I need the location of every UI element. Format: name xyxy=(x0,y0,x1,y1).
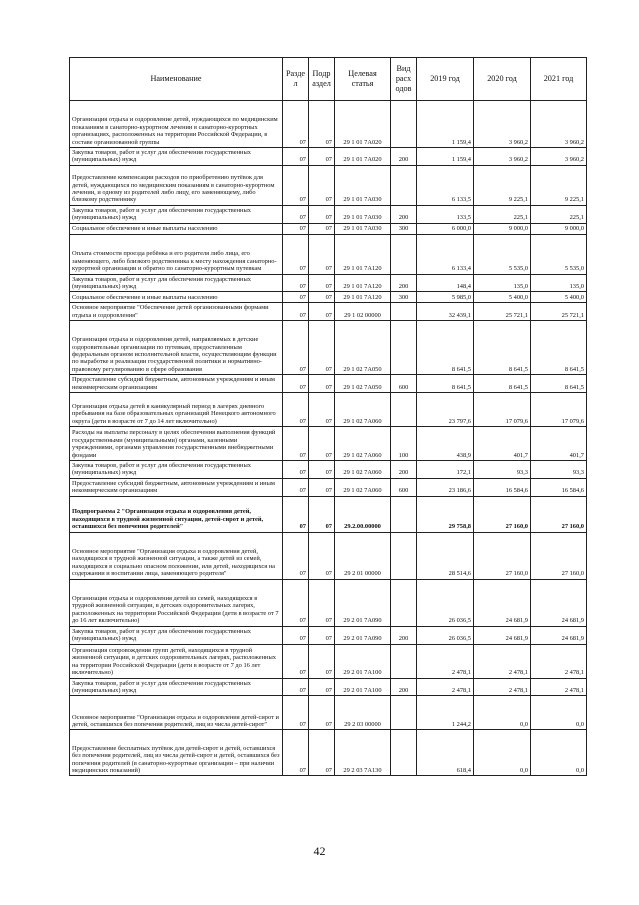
cell-2020: 3 960,2 xyxy=(474,148,531,166)
cell-2021: 8 641,5 xyxy=(531,375,587,393)
cell-target-article: 29 2 03 7А130 xyxy=(335,730,391,776)
cell-2021: 2 478,1 xyxy=(531,678,587,696)
cell-podrazdel: 07 xyxy=(309,205,335,223)
cell-2019: 172,1 xyxy=(417,461,474,479)
cell-name: Оплата стоимости проезда ребёнка и его родителя либо лица, его заменяющего, либо близкого родственника к месту нахождения санаторно-курортной организации и обратно по санаторно-курортным путевкам xyxy=(70,234,283,274)
cell-target-article: 29 2 01 7А090 xyxy=(335,626,391,644)
cell-2021: 8 641,5 xyxy=(531,321,587,375)
cell-target-article: 29 2 01 00000 xyxy=(335,532,391,579)
col-header-2019: 2019 год xyxy=(417,58,474,101)
table-row xyxy=(70,644,587,678)
cell-target-article: 29 1 02 7А060 xyxy=(335,427,391,461)
table-row xyxy=(70,532,587,579)
table-row xyxy=(70,274,587,292)
cell-name: Предоставление субсидий бюджетным, автономным учреждениям и иным некоммерческим организациям xyxy=(70,375,283,393)
cell-2020: 135,0 xyxy=(474,274,531,292)
cell-2021: 16 584,6 xyxy=(531,478,587,496)
col-header-target-article: Целевая статья xyxy=(335,58,391,101)
cell-target-article: 29 1 02 7А050 xyxy=(335,375,391,393)
cell-target-article: 29 1 01 7А020 xyxy=(335,101,391,148)
cell-expense-type xyxy=(391,730,417,776)
cell-2021: 135,0 xyxy=(531,274,587,292)
cell-target-article: 29 2 01 7А100 xyxy=(335,678,391,696)
cell-2021: 5 535,0 xyxy=(531,234,587,274)
cell-razdel: 07 xyxy=(283,427,309,461)
cell-2020: 401,7 xyxy=(474,427,531,461)
cell-expense-type: 200 xyxy=(391,274,417,292)
cell-2021: 3 960,2 xyxy=(531,101,587,148)
table-row xyxy=(70,678,587,696)
cell-podrazdel: 07 xyxy=(309,393,335,427)
cell-podrazdel: 07 xyxy=(309,148,335,166)
cell-razdel: 07 xyxy=(283,730,309,776)
cell-name: Закупка товаров, работ и услуг для обеспечения государственных (муниципальных) нужд xyxy=(70,626,283,644)
cell-2020: 2 478,1 xyxy=(474,644,531,678)
cell-name: Предоставление бесплатных путёвок для детей-сирот и детей, оставшихся без попечения родителей, лиц из числа детей-сирот и детей, оставшихся без попечения родителей (в санаторно-курортные организации – при наличии медицинских показаний) xyxy=(70,730,283,776)
cell-name: Предоставление компенсации расходов по приобретению путёвок для детей, нуждающихся по медицинским показаниям в санаторно-курортном лечении, и одному из родителей либо лицу, его заменяющему, либо близкому родственнику xyxy=(70,165,283,205)
table-row xyxy=(70,292,587,303)
cell-podrazdel: 07 xyxy=(309,496,335,532)
cell-name: Предоставление субсидий бюджетным, автономным учреждениям и иным некоммерческим организациям xyxy=(70,478,283,496)
cell-name: Закупка товаров, работ и услуг для обеспечения государственных (муниципальных) нужд xyxy=(70,461,283,479)
cell-2019: 29 758,8 xyxy=(417,496,474,532)
table-row xyxy=(70,165,587,205)
cell-2020: 24 681,9 xyxy=(474,626,531,644)
cell-podrazdel: 07 xyxy=(309,223,335,234)
cell-name: Основное мероприятие "Организация отдыха и оздоровления детей-сирот и детей, оставшихся без попечения родителей, лиц из числа детей-сирот" xyxy=(70,696,283,730)
table-row xyxy=(70,696,587,730)
table-row xyxy=(70,478,587,496)
table-row xyxy=(70,303,587,321)
cell-target-article: 29 1 01 7А120 xyxy=(335,292,391,303)
budget-table xyxy=(69,57,587,776)
cell-target-article: 29 1 01 7А030 xyxy=(335,205,391,223)
cell-2019: 8 641,5 xyxy=(417,321,474,375)
cell-2019: 618,4 xyxy=(417,730,474,776)
cell-razdel: 07 xyxy=(283,696,309,730)
cell-podrazdel: 07 xyxy=(309,321,335,375)
cell-target-article: 29.2.00.00000 xyxy=(335,496,391,532)
cell-razdel: 07 xyxy=(283,393,309,427)
cell-2019: 32 439,1 xyxy=(417,303,474,321)
cell-2019: 148,4 xyxy=(417,274,474,292)
cell-2021: 3 960,2 xyxy=(531,148,587,166)
cell-razdel: 07 xyxy=(283,321,309,375)
cell-2019: 6 000,0 xyxy=(417,223,474,234)
cell-2020: 3 960,2 xyxy=(474,101,531,148)
cell-podrazdel: 07 xyxy=(309,626,335,644)
cell-expense-type: 300 xyxy=(391,292,417,303)
cell-target-article: 29 1 01 7А120 xyxy=(335,274,391,292)
cell-name: Подпрограмма 2 "Организация отдыха и оздоровления детей, находящихся в трудной жизненной ситуации, детей-сирот и детей, оставшихся без попечения родителей" xyxy=(70,496,283,532)
cell-razdel: 07 xyxy=(283,461,309,479)
cell-expense-type xyxy=(391,101,417,148)
table-row xyxy=(70,375,587,393)
cell-expense-type xyxy=(391,321,417,375)
cell-2020: 0,0 xyxy=(474,696,531,730)
cell-2019: 26 036,5 xyxy=(417,579,474,626)
cell-2021: 401,7 xyxy=(531,427,587,461)
cell-razdel: 07 xyxy=(283,303,309,321)
cell-razdel: 07 xyxy=(283,292,309,303)
cell-name: Организация сопровождения групп детей, находящихся в трудной жизненной ситуации, в детских оздоровительных лагерях, расположенных на территории Российской Федерации (дети в возрасте от 7 до 16 лет включительно) xyxy=(70,644,283,678)
cell-podrazdel: 07 xyxy=(309,234,335,274)
cell-name: Организация отдыха и оздоровление детей, нуждающихся по медицинским показаниям в санаторно-курортном лечении в санаторно-курортных организациях, расположенных на территории Российской Федерации, в составе организованной группы xyxy=(70,101,283,148)
table-row xyxy=(70,461,587,479)
cell-podrazdel: 07 xyxy=(309,478,335,496)
cell-expense-type: 200 xyxy=(391,461,417,479)
cell-razdel: 07 xyxy=(283,579,309,626)
cell-2021: 17 079,6 xyxy=(531,393,587,427)
cell-2020: 24 681,9 xyxy=(474,579,531,626)
cell-2021: 2 478,1 xyxy=(531,644,587,678)
cell-target-article: 29 1 02 7А060 xyxy=(335,393,391,427)
table-row xyxy=(70,148,587,166)
cell-expense-type: 200 xyxy=(391,148,417,166)
cell-target-article: 29 1 01 7А020 xyxy=(335,148,391,166)
cell-expense-type: 200 xyxy=(391,626,417,644)
cell-2021: 9 000,0 xyxy=(531,223,587,234)
cell-razdel: 07 xyxy=(283,478,309,496)
cell-podrazdel: 07 xyxy=(309,292,335,303)
cell-2020: 5 400,0 xyxy=(474,292,531,303)
cell-target-article: 29 1 01 7А030 xyxy=(335,223,391,234)
cell-2021: 27 160,0 xyxy=(531,496,587,532)
cell-podrazdel: 07 xyxy=(309,532,335,579)
cell-expense-type xyxy=(391,696,417,730)
cell-2019: 26 036,5 xyxy=(417,626,474,644)
cell-2020: 9 225,1 xyxy=(474,165,531,205)
cell-podrazdel: 07 xyxy=(309,696,335,730)
cell-2021: 27 160,0 xyxy=(531,532,587,579)
cell-2021: 5 400,0 xyxy=(531,292,587,303)
cell-2020: 8 641,5 xyxy=(474,375,531,393)
cell-2020: 2 478,1 xyxy=(474,678,531,696)
cell-expense-type: 300 xyxy=(391,223,417,234)
cell-razdel: 07 xyxy=(283,644,309,678)
cell-2019: 23 186,6 xyxy=(417,478,474,496)
cell-target-article: 29 2 01 7А100 xyxy=(335,644,391,678)
cell-name: Социальное обеспечение и иные выплаты населению xyxy=(70,223,283,234)
cell-name: Организация отдыха и оздоровления детей, направляемых в детские оздоровительные организации по путевкам, предоставленным федеральным органом исполнительной власти, осуществляющим функции по выработке и реализации государственной политики и нормативно-правовому регулированию в сфере образования xyxy=(70,321,283,375)
cell-expense-type: 200 xyxy=(391,678,417,696)
cell-2019: 2 478,1 xyxy=(417,644,474,678)
table-body xyxy=(70,101,587,776)
cell-2021: 9 225,1 xyxy=(531,165,587,205)
cell-2019: 1 159,4 xyxy=(417,101,474,148)
table-row xyxy=(70,579,587,626)
cell-name: Расходы на выплаты персоналу в целях обеспечения выполнения функций государственными (муниципальными) органами, казенными учреждениями, органами управления государственными внебюджетными фондами xyxy=(70,427,283,461)
cell-2019: 6 133,4 xyxy=(417,234,474,274)
cell-2019: 23 797,6 xyxy=(417,393,474,427)
cell-razdel: 07 xyxy=(283,375,309,393)
cell-2020: 25 721,1 xyxy=(474,303,531,321)
cell-2020: 8 641,5 xyxy=(474,321,531,375)
cell-expense-type xyxy=(391,165,417,205)
cell-2020: 225,1 xyxy=(474,205,531,223)
col-header-2020: 2020 год xyxy=(474,58,531,101)
cell-expense-type xyxy=(391,393,417,427)
cell-2019: 2 478,1 xyxy=(417,678,474,696)
cell-name: Закупка товаров, работ и услуг для обеспечения государственных (муниципальных) нужд xyxy=(70,148,283,166)
cell-2020: 9 000,0 xyxy=(474,223,531,234)
page-number: 42 xyxy=(313,844,326,858)
cell-expense-type xyxy=(391,579,417,626)
cell-name: Закупка товаров, работ и услуг для обеспечения государственных (муниципальных) нужд xyxy=(70,205,283,223)
cell-target-article: 29 1 02 00000 xyxy=(335,303,391,321)
cell-podrazdel: 07 xyxy=(309,644,335,678)
cell-2021: 93,3 xyxy=(531,461,587,479)
cell-2019: 28 514,6 xyxy=(417,532,474,579)
cell-2021: 0,0 xyxy=(531,696,587,730)
table-row xyxy=(70,730,587,776)
cell-target-article: 29 1 02 7А060 xyxy=(335,461,391,479)
table-row xyxy=(70,393,587,427)
cell-2019: 6 133,5 xyxy=(417,165,474,205)
cell-razdel: 07 xyxy=(283,626,309,644)
cell-razdel: 07 xyxy=(283,101,309,148)
cell-razdel: 07 xyxy=(283,496,309,532)
cell-name: Основное мероприятие "Организация отдыха и оздоровления детей, находящихся в трудной жизненной ситуации, а также детей из семей, находящихся в социально опасном положении, или детей, находящихся на содержании и воспитании лица, заменяющего родителя" xyxy=(70,532,283,579)
cell-razdel: 07 xyxy=(283,234,309,274)
cell-razdel: 07 xyxy=(283,205,309,223)
cell-expense-type: 100 xyxy=(391,427,417,461)
cell-expense-type xyxy=(391,234,417,274)
cell-2019: 133,5 xyxy=(417,205,474,223)
table-row xyxy=(70,321,587,375)
cell-target-article: 29 1 02 7А060 xyxy=(335,478,391,496)
col-header-expense-type: Вид расх одов xyxy=(391,58,417,101)
cell-2020: 16 584,6 xyxy=(474,478,531,496)
cell-2020: 0,0 xyxy=(474,730,531,776)
table-row xyxy=(70,496,587,532)
cell-target-article: 29 1 01 7А030 xyxy=(335,165,391,205)
cell-expense-type: 200 xyxy=(391,205,417,223)
cell-expense-type xyxy=(391,532,417,579)
cell-2020: 93,3 xyxy=(474,461,531,479)
cell-2020: 5 535,0 xyxy=(474,234,531,274)
cell-podrazdel: 07 xyxy=(309,165,335,205)
cell-podrazdel: 07 xyxy=(309,579,335,626)
cell-2019: 1 244,2 xyxy=(417,696,474,730)
cell-target-article: 29 2 03 00000 xyxy=(335,696,391,730)
cell-name: Закупка товаров, работ и услуг для обеспечения государственных (муниципальных) нужд xyxy=(70,678,283,696)
cell-2019: 438,9 xyxy=(417,427,474,461)
cell-razdel: 07 xyxy=(283,274,309,292)
cell-2021: 0,0 xyxy=(531,730,587,776)
cell-podrazdel: 07 xyxy=(309,274,335,292)
table-row xyxy=(70,234,587,274)
cell-expense-type xyxy=(391,303,417,321)
budget-table-sheet xyxy=(69,57,586,776)
col-header-2021: 2021 год xyxy=(531,58,587,101)
col-header-razdel: Разде л xyxy=(283,58,309,101)
cell-razdel: 07 xyxy=(283,148,309,166)
cell-2020: 17 079,6 xyxy=(474,393,531,427)
cell-podrazdel: 07 xyxy=(309,461,335,479)
cell-target-article: 29 1 02 7А050 xyxy=(335,321,391,375)
cell-target-article: 29 1 01 7А120 xyxy=(335,234,391,274)
col-header-podrazdel: Подр аздел xyxy=(309,58,335,101)
cell-2019: 1 159,4 xyxy=(417,148,474,166)
cell-razdel: 07 xyxy=(283,678,309,696)
cell-podrazdel: 07 xyxy=(309,303,335,321)
cell-name: Организация отдыха и оздоровления детей из семей, находящихся в трудной жизненной ситуации, в детских оздоровительных лагерях, расположенных на территории Российской Федерации (дети в возрасте от 7 до 16 лет включительно) xyxy=(70,579,283,626)
table-row xyxy=(70,101,587,148)
cell-2021: 24 681,9 xyxy=(531,579,587,626)
cell-podrazdel: 07 xyxy=(309,101,335,148)
cell-name: Закупка товаров, работ и услуг для обеспечения государственных (муниципальных) нужд xyxy=(70,274,283,292)
cell-name: Организация отдыха детей в каникулярный период в лагерях дневного пребывания на базе образовательных организаций Ненецкого автономного округа (дети в возрасте от 7 до 14 лет включительно) xyxy=(70,393,283,427)
cell-2021: 24 681,9 xyxy=(531,626,587,644)
table-row xyxy=(70,427,587,461)
col-header-name: Наименование xyxy=(70,58,283,101)
table-row xyxy=(70,626,587,644)
cell-razdel: 07 xyxy=(283,165,309,205)
cell-target-article: 29 2 01 7А090 xyxy=(335,579,391,626)
cell-podrazdel: 07 xyxy=(309,678,335,696)
table-header-row xyxy=(70,58,587,101)
cell-name: Основное мероприятие "Обеспечение детей организованными формами отдыха и оздоровления" xyxy=(70,303,283,321)
cell-2020: 27 160,0 xyxy=(474,532,531,579)
cell-razdel: 07 xyxy=(283,223,309,234)
table-row xyxy=(70,223,587,234)
cell-2021: 25 721,1 xyxy=(531,303,587,321)
cell-2019: 8 641,5 xyxy=(417,375,474,393)
cell-name: Социальное обеспечение и иные выплаты населению xyxy=(70,292,283,303)
cell-2021: 225,1 xyxy=(531,205,587,223)
cell-2019: 5 985,0 xyxy=(417,292,474,303)
cell-expense-type: 600 xyxy=(391,375,417,393)
cell-podrazdel: 07 xyxy=(309,427,335,461)
cell-podrazdel: 07 xyxy=(309,730,335,776)
cell-expense-type xyxy=(391,644,417,678)
table-row xyxy=(70,205,587,223)
cell-expense-type xyxy=(391,496,417,532)
cell-2020: 27 160,0 xyxy=(474,496,531,532)
cell-podrazdel: 07 xyxy=(309,375,335,393)
cell-expense-type: 600 xyxy=(391,478,417,496)
cell-razdel: 07 xyxy=(283,532,309,579)
